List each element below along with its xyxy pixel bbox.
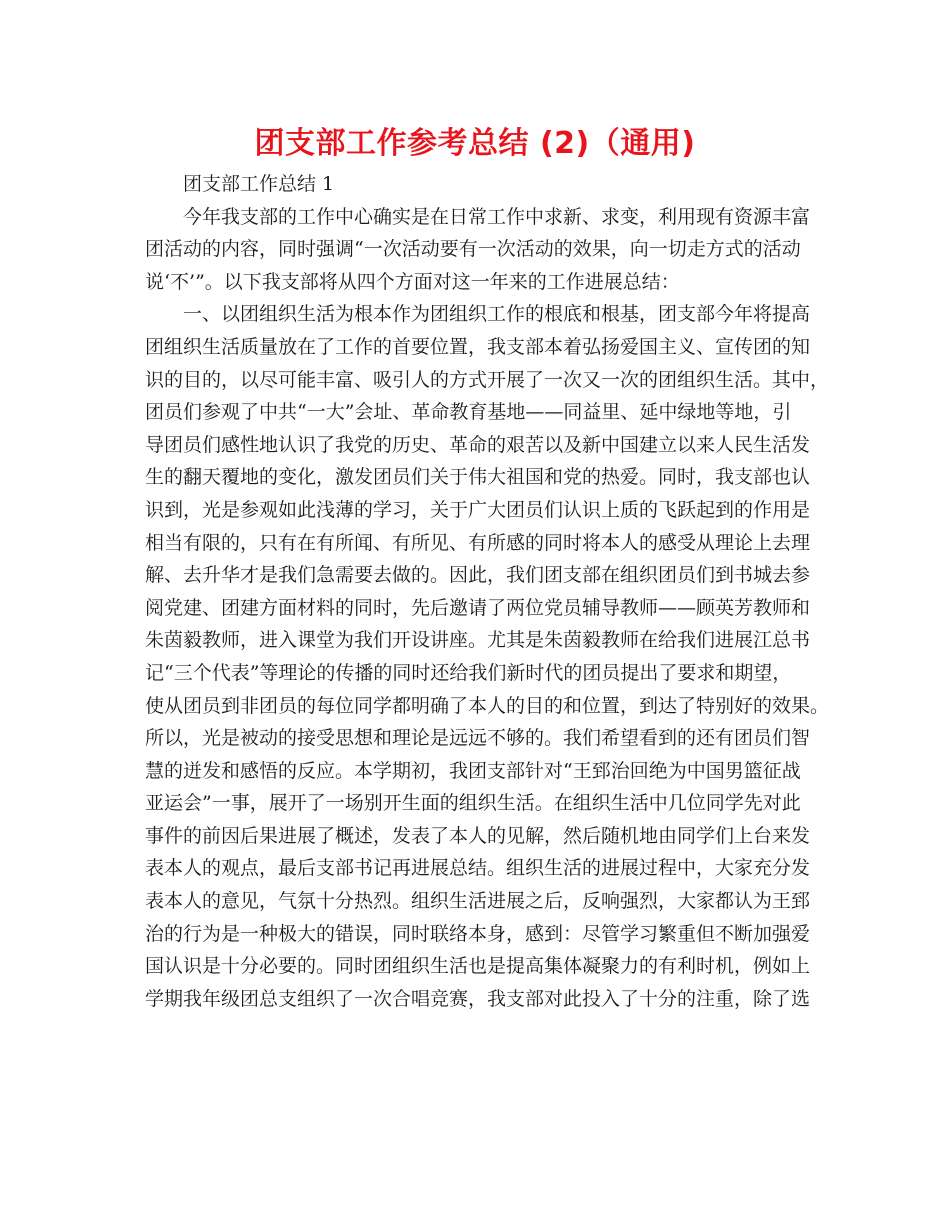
- text-line: 解、去升华才是我们急需要去做的。因此，我们团支部在组织团员们到书城去参: [145, 564, 811, 587]
- text-line: 生的翻天覆地的变化，激发团员们关于伟大祖国和党的热爱。同时，我支部也认: [145, 466, 811, 489]
- text-line: 识的目的，以尽可能丰富、吸引人的方式开展了一次又一次的团组织生活。其中，: [145, 368, 830, 391]
- text-line: 慧的迸发和感悟的反应。本学期初，我团支部针对“王郅治回绝为中国男篮征战: [145, 759, 801, 782]
- text-line: 团活动的内容，同时强调“一次活动要有一次活动的效果，向一切走方式的活动: [145, 238, 801, 261]
- document-title: 团支部工作参考总结 (2)（通用): [254, 126, 696, 161]
- text-line: 使从团员到非团员的每位同学都明确了本人的目的和位置，到达了特别好的效果。: [145, 694, 830, 717]
- text-line: 识到，光是参观如此浅薄的学习，关于广大团员们认识上质的飞跃起到的作用是: [145, 498, 811, 521]
- subheading: 团支部工作总结 1: [183, 173, 335, 195]
- text-line: 团员们参观了中共“一大”会址、革命教育基地——同益里、延中绿地等地，引: [145, 401, 792, 424]
- text-line: 今年我支部的工作中心确实是在日常工作中求新、求变，利用现有资源丰富: [183, 205, 811, 228]
- text-line: 国认识是十分必要的。同时团组织生活也是提高集体凝聚力的有利时机，例如上: [145, 955, 811, 978]
- text-line: 表本人的观点，最后支部书记再进展总结。组织生活的进展过程中，大家充分发: [145, 857, 811, 880]
- text-line: 朱茵毅教师，进入课堂为我们开设讲座。尤其是朱茵毅教师在给我们进展江总书: [145, 629, 811, 652]
- paragraph-1: [145, 201, 810, 299]
- text-line: 一、以团组织生活为根本作为团组织工作的根底和根基，团支部今年将提高: [183, 303, 811, 326]
- text-line: 团组织生活质量放在了工作的首要位置，我支部本着弘扬爱国主义、宣传团的知: [145, 335, 811, 358]
- text-line: 所以，光是被动的接受思想和理论是远远不够的。我们希望看到的还有团员们智: [145, 727, 811, 750]
- document-body: [145, 168, 830, 1015]
- text-line: 说‘不’”。以下我支部将从四个方面对这一年来的工作进展总结：: [145, 270, 680, 293]
- text-line: 相当有限的，只有在有所闻、有所见、有所感的同时将本人的感受从理论上去理: [145, 531, 811, 554]
- text-line: 表本人的意见，气氛十分热烈。组织生活进展之后，反响强烈，大家都认为王郅: [145, 890, 811, 913]
- text-line: 事件的前因后果进展了概述，发表了本人的见解，然后随机地由同学们上台来发: [145, 824, 811, 847]
- text-line: 导团员们感性地认识了我党的历史、革命的艰苦以及新中国建立以来人民生活发: [145, 433, 811, 456]
- text-line: 亚运会”一事，展开了一场别开生面的组织生活。在组织生活中几位同学先对此: [145, 792, 801, 815]
- text-line: 记“三个代表”等理论的传播的同时还给我们新时代的团员提出了要求和期望，: [145, 661, 792, 684]
- text-line: 治的行为是一种极大的错误，同时联络本身，感到：尽管学习繁重但不断加强爱: [145, 922, 811, 945]
- text-line: 学期我年级团总支组织了一次合唱竞赛，我支部对此投入了十分的注重，除了选: [145, 987, 811, 1010]
- text-line: 阅党建、团建方面材料的同时，先后邀请了两位党员辅导教师——顾英芳教师和: [145, 596, 811, 619]
- paragraph-2: [145, 298, 830, 1015]
